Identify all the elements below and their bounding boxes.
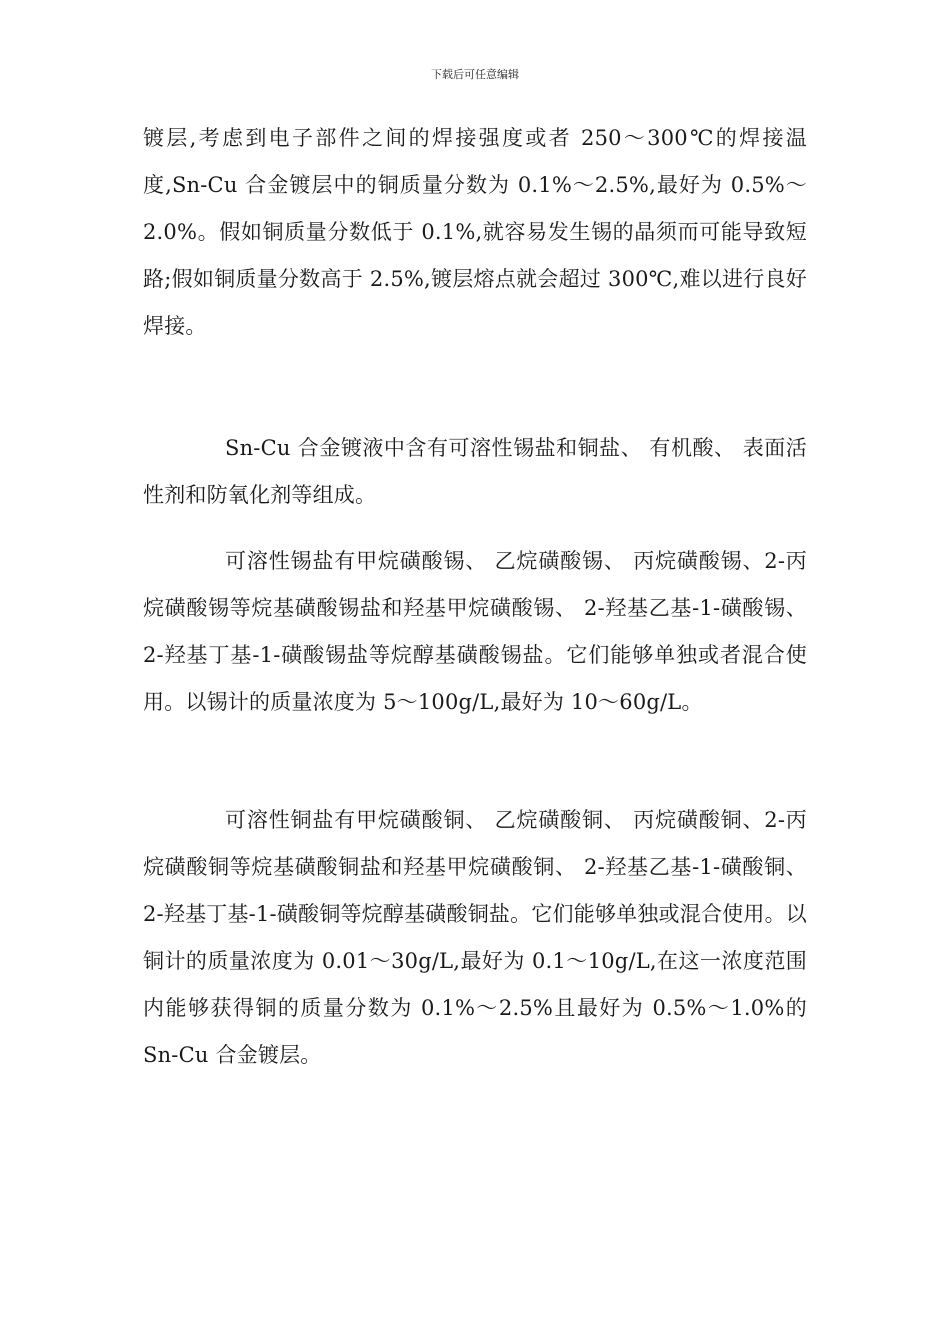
paragraph-text: 镀层,考虑到电子部件之间的焊接强度或者 250～300℃的焊接温度,Sn-Cu 合金镀层中的铜质量分数为 0.1%～2.5%,最好为 0.5%～2.0%。假如铜质量分数低于 0.1%,就容易发生锡的晶须而可能导致短路;假如铜质量分数高于 2.5%,镀层熔点就会超过 300℃,难以进行良好焊接。 (143, 126, 807, 338)
paragraph-bath-composition (143, 425, 807, 519)
paragraph-text: 可溶性铜盐有甲烷磺酸铜、 乙烷磺酸铜、 丙烷磺酸铜、2-丙烷磺酸铜等烷基磺酸铜盐和羟基甲烷磺酸铜、 2-羟基乙基-1-磺酸铜、 2-羟基丁基-1-磺酸铜等烷醇基磺酸铜盐。它们能够单独或混合使用。以铜计的质量浓度为 0.01～30g/L,最好为 0.1～10g/L,在这一浓度范围内能够获得铜的质量分数为 0.1%～2.5%且最好为 0.5%～1.0%的 Sn-Cu 合金镀层。 (143, 808, 807, 1067)
paragraph-tin-salts (143, 538, 807, 726)
paragraph-text: 可溶性锡盐有甲烷磺酸锡、 乙烷磺酸锡、 丙烷磺酸锡、2-丙烷磺酸锡等烷基磺酸锡盐和羟基甲烷磺酸锡、 2-羟基乙基-1-磺酸锡、 2-羟基丁基-1-磺酸锡盐等烷醇基磺酸锡盐。它们能够单独或者混合使用。以锡计的质量浓度为 5～100g/L,最好为 10～60g/L。 (143, 549, 807, 714)
paragraph-copper-content (143, 115, 807, 350)
paragraph-copper-salts (143, 797, 807, 1079)
paragraph-text: Sn-Cu 合金镀液中含有可溶性锡盐和铜盐、 有机酸、 表面活性剂和防氧化剂等组成。 (143, 436, 807, 507)
page-header: 下载后可任意编辑 (431, 68, 519, 81)
